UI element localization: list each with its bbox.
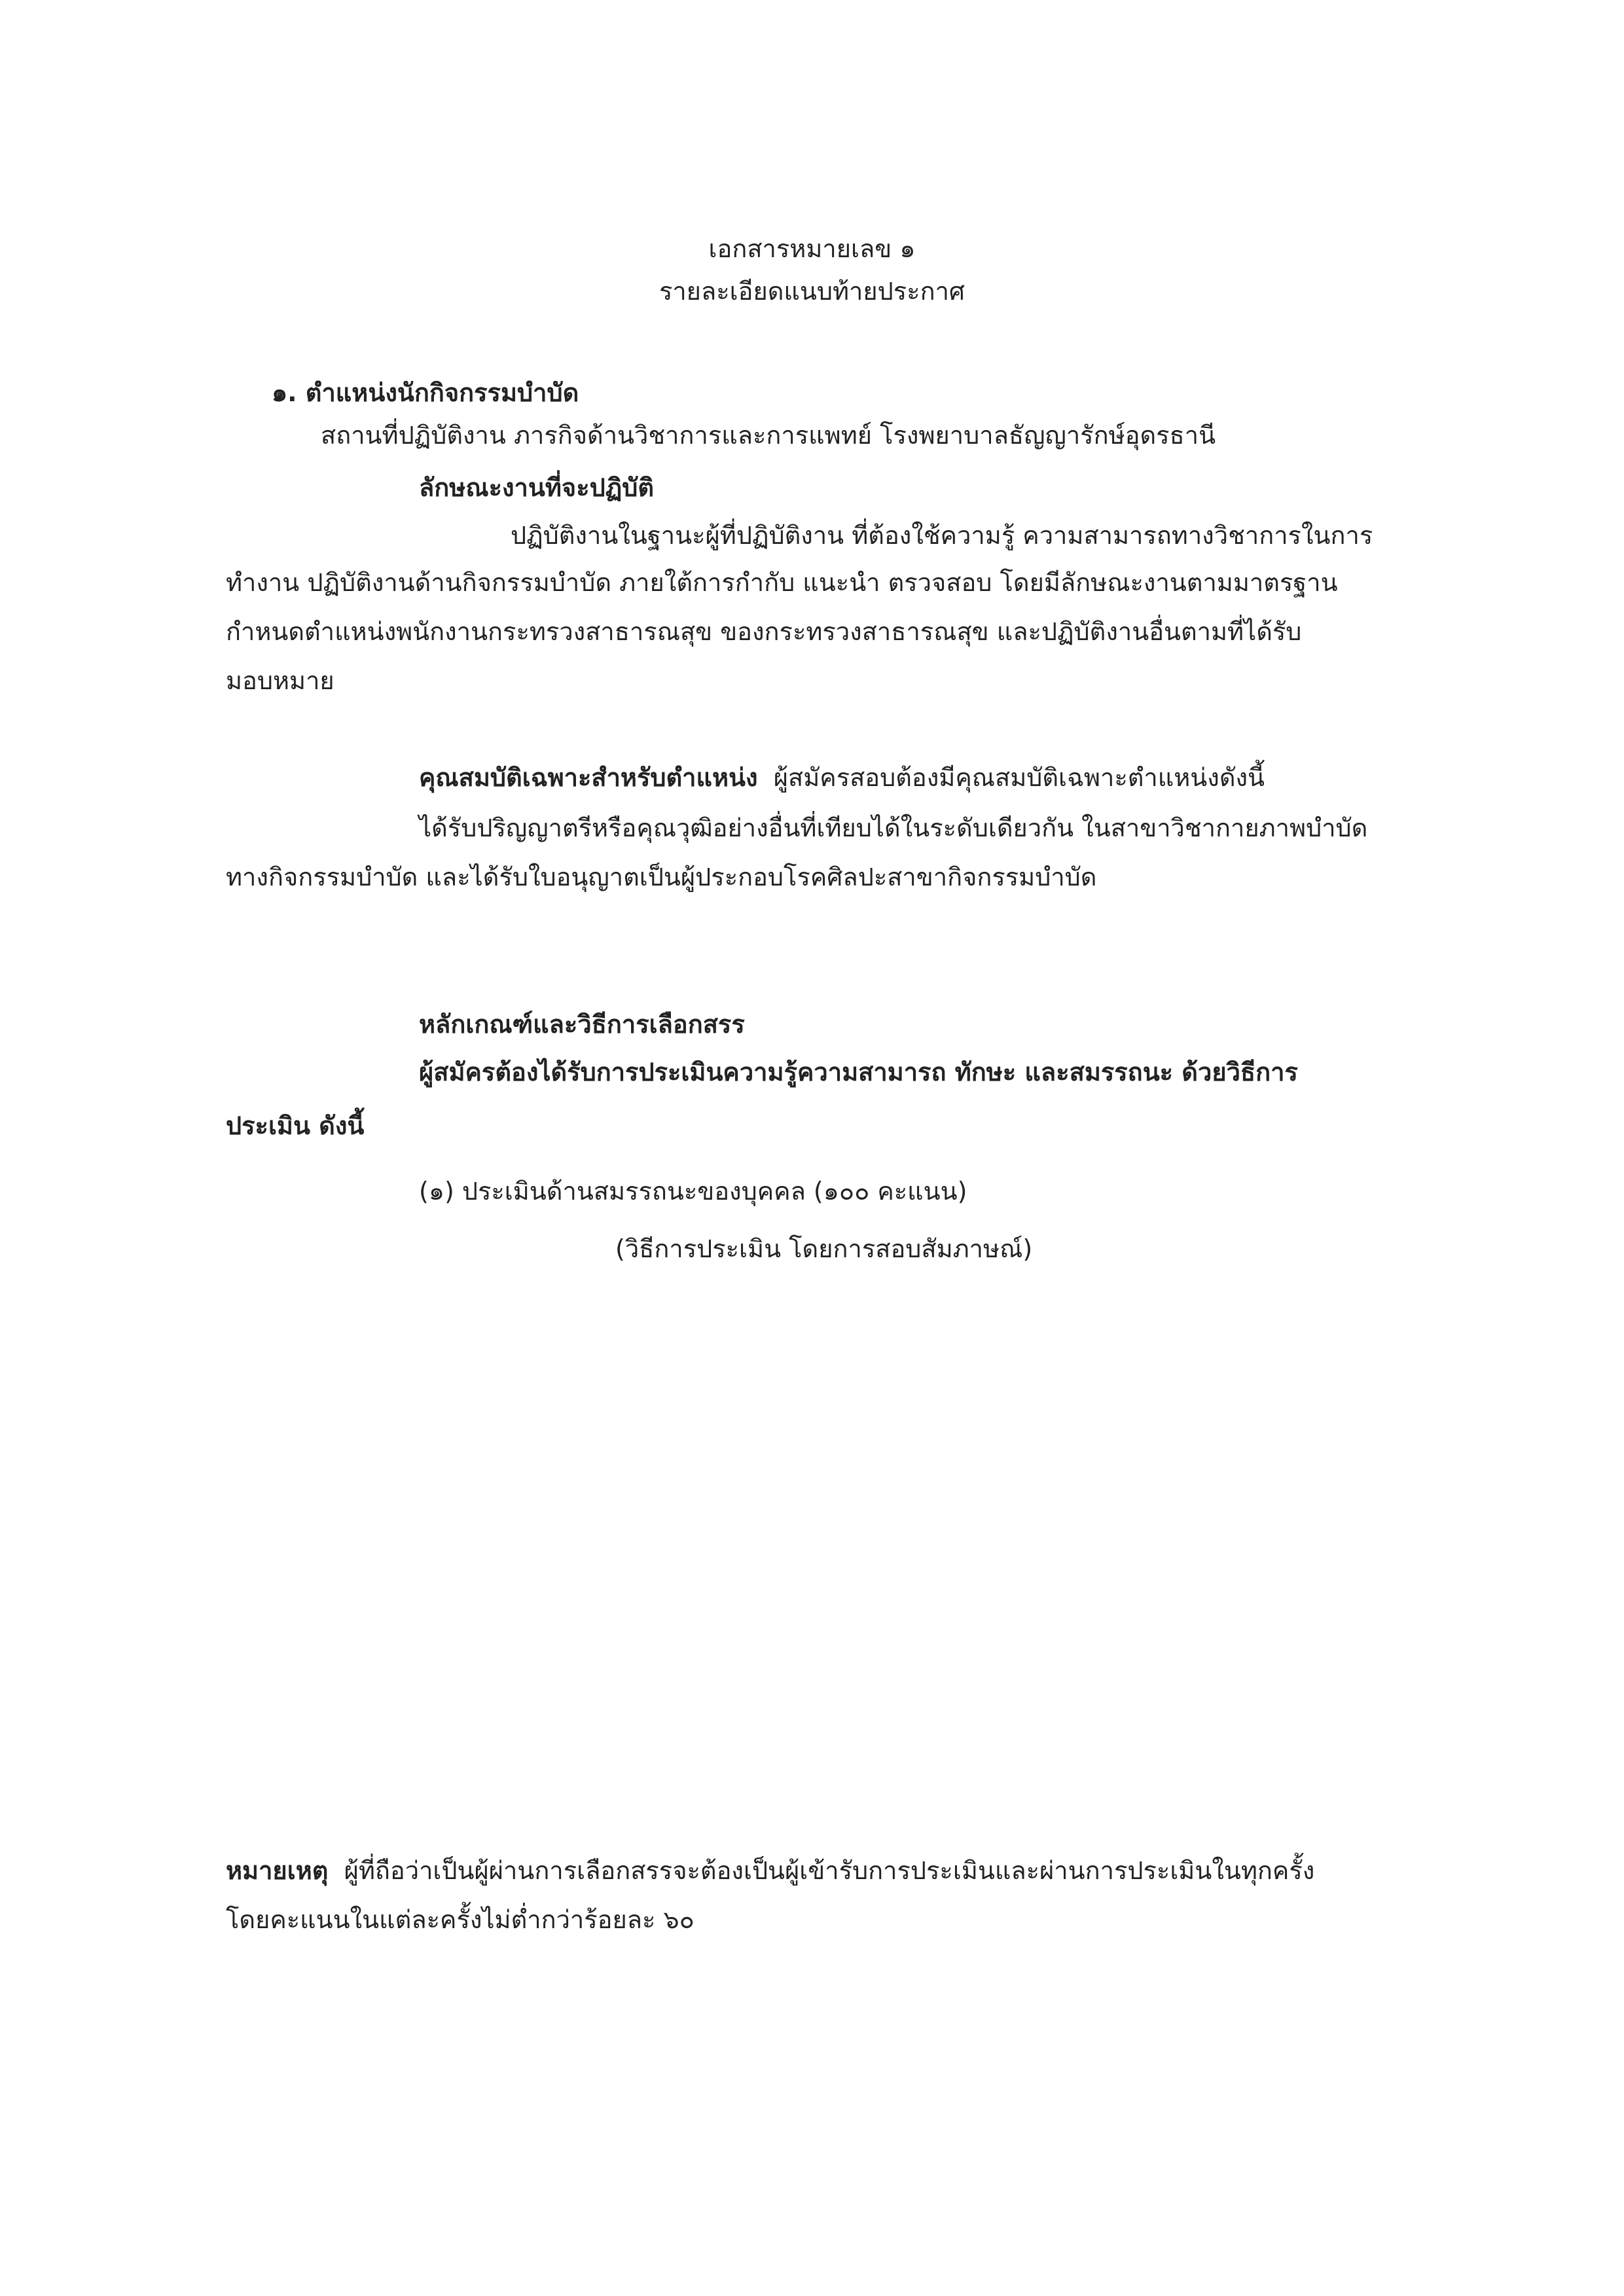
- note-text: ผู้ที่ถือว่าเป็นผู้ผ่านการเลือกสรรจะต้องเป็นผู้เข้ารับการประเมินและผ่านการประเมินในทุกครั้ง: [344, 1856, 1315, 1885]
- criteria-line-1: ผู้สมัครต้องได้รับการประเมินความรู้ความสามารถ ทักษะ และสมรรถนะ ด้วยวิธีการ: [419, 1058, 1298, 1086]
- assessment-method: (วิธีการประเมิน โดยการสอบสัมภาษณ์): [615, 1234, 1033, 1263]
- document-title: เอกสารหมายเลข ๑: [708, 234, 916, 263]
- qualification-line-1: ได้รับปริญญาตรีหรือคุณวุฒิอย่างอื่นที่เทียบได้ในระดับเดียวกัน ในสาขาวิชากายภาพบำบัด: [419, 814, 1368, 842]
- duty-line-3: กำหนดตำแหน่งพนักงานกระทรวงสาธารณสุข ของกระทรวงสาธารณสุข และปฏิบัติงานอื่นตามที่ได้รับ: [226, 617, 1302, 646]
- section-heading: ๑. ตำแหน่งนักกิจกรรมบำบัด: [272, 378, 579, 407]
- qualification-heading: คุณสมบัติเฉพาะสำหรับตำแหน่ง: [419, 763, 758, 792]
- assessment-item: (๑) ประเมินด้านสมรรถนะของบุคคล (๑๐๐ คะแนน): [419, 1177, 967, 1206]
- note-line-2: โดยคะแนนในแต่ละครั้งไม่ต่ำกว่าร้อยละ ๖๐: [226, 1905, 695, 1934]
- criteria-heading: หลักเกณฑ์และวิธีการเลือกสรร: [419, 1010, 745, 1039]
- qualification-line: [419, 759, 1265, 796]
- duty-line-1: ปฏิบัติงานในฐานะผู้ที่ปฏิบัติงาน ที่ต้องใช้ความรู้ ความสามารถทางวิชาการในการ: [511, 521, 1373, 550]
- note-line-1: [226, 1852, 1314, 1889]
- duty-line-2: ทำงาน ปฏิบัติงานด้านกิจกรรมบำบัด ภายใต้การกำกับ แนะนำ ตรวจสอบ โดยมีลักษณะงานตามมาตรฐาน: [226, 568, 1338, 597]
- duty-heading: ลักษณะงานที่จะปฏิบัติ: [419, 473, 655, 502]
- qualification-line-2: ทางกิจกรรมบำบัด และได้รับใบอนุญาตเป็นผู้ประกอบโรคศิลปะสาขากิจกรรมบำบัด: [226, 863, 1097, 891]
- note-label: หมายเหตุ: [226, 1856, 329, 1885]
- workplace-line: สถานที่ปฏิบัติงาน ภารกิจด้านวิชาการและการแพทย์ โรงพยาบาลธัญญารักษ์อุดรธานี: [321, 421, 1216, 450]
- qualification-intro: ผู้สมัครสอบต้องมีคุณสมบัติเฉพาะตำแหน่งดังนี้: [773, 763, 1265, 792]
- document-subtitle: รายละเอียดแนบท้ายประกาศ: [659, 277, 965, 306]
- duty-line-4: มอบหมาย: [226, 666, 334, 695]
- criteria-line-2: ประเมิน ดังนี้: [226, 1111, 365, 1140]
